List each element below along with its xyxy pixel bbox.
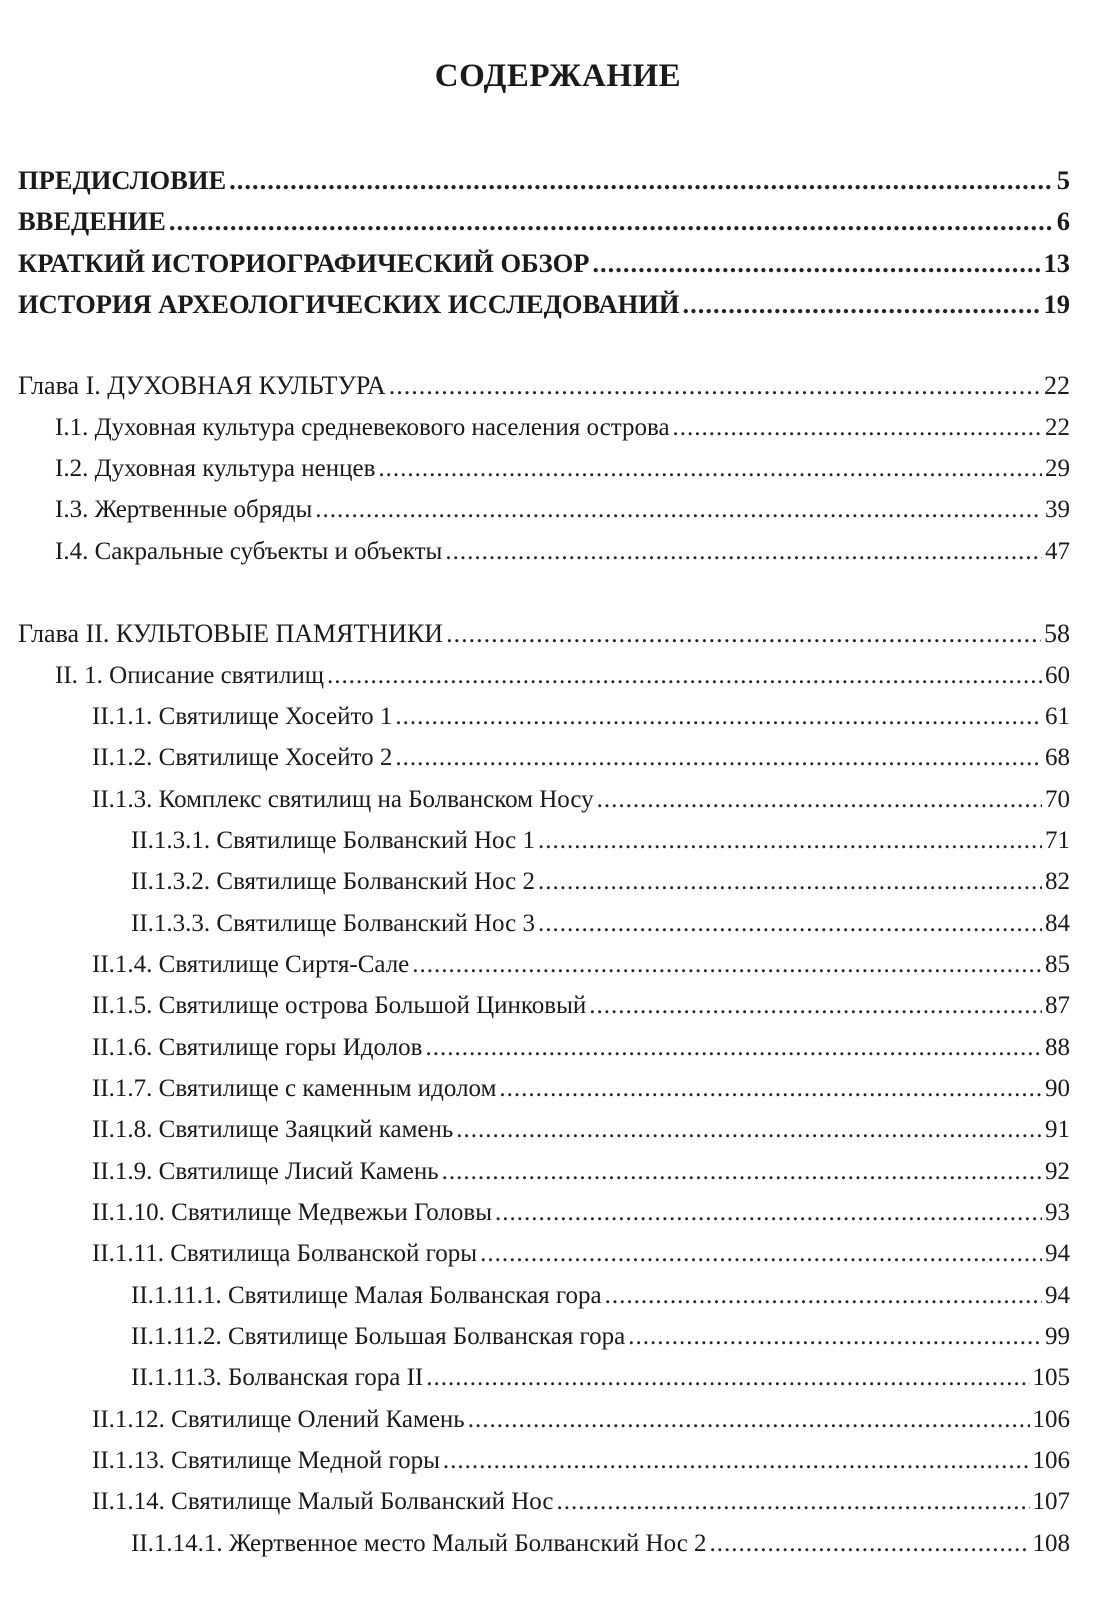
dot-leader [229, 160, 1054, 200]
toc-entry-subsection[interactable] [92, 780, 1070, 820]
toc-entry-title: II.1.12. Святилище Олений Камень [92, 1406, 465, 1433]
toc-entry-subsection[interactable] [92, 1069, 1070, 1109]
toc-entry-subsubsection[interactable] [131, 1524, 1070, 1564]
toc-entry-title: II.1.11.3. Болванская гора II [131, 1364, 424, 1391]
toc-entry-title: II.1.3. Комплекс святилищ на Болванском Носу [92, 786, 594, 813]
dot-leader [480, 1234, 1042, 1274]
toc-entry-title: I.4. Сакральные субъекты и объекты [55, 538, 443, 565]
toc-entry-title: II.1.1. Святилище Хосейто 1 [92, 703, 393, 730]
dot-leader [412, 945, 1042, 985]
toc-entry-subsection[interactable] [92, 1441, 1070, 1481]
toc-entry-subsection[interactable] [92, 738, 1070, 778]
dot-leader [597, 780, 1042, 820]
toc-entry-title: ВВЕДЕНИЕ [18, 206, 166, 236]
dot-leader [605, 1276, 1042, 1316]
toc-entry-title: ПРЕДИСЛОВИЕ [18, 165, 227, 195]
toc-page-number: 105 [1032, 1364, 1070, 1391]
dot-leader [468, 1400, 1030, 1440]
toc-page-number: 94 [1045, 1282, 1070, 1309]
toc-entry-title: II.1.3.3. Святилище Болванский Нос 3 [131, 910, 536, 937]
toc-entry-subsubsection[interactable] [131, 862, 1070, 902]
toc-entry-subsection[interactable] [92, 1152, 1070, 1192]
toc-entry-title: Глава I. ДУХОВНАЯ КУЛЬТУРА [18, 371, 386, 400]
toc-entry-subsection[interactable] [92, 1028, 1070, 1068]
toc-page-number: 94 [1045, 1240, 1070, 1267]
toc-page-number: 70 [1045, 786, 1070, 813]
toc-page-number: 29 [1045, 455, 1070, 482]
dot-leader [538, 862, 1042, 902]
toc-entry-title: II.1.13. Святилище Медной горы [92, 1447, 440, 1474]
toc-entry-subsection[interactable] [92, 1110, 1070, 1150]
toc-page-number: 58 [1044, 619, 1070, 648]
toc-entry-subsection[interactable] [92, 1234, 1070, 1274]
dot-leader [425, 1028, 1042, 1068]
dot-leader [592, 243, 1040, 283]
toc-entry-chapter-2[interactable] [18, 614, 1070, 654]
toc-entry-title: I.3. Жертвенные обряды [55, 496, 313, 523]
dot-leader [499, 1069, 1042, 1109]
toc-entry-introduction[interactable] [18, 201, 1070, 241]
dot-leader [446, 614, 1041, 654]
toc-page-number: 99 [1045, 1323, 1070, 1350]
toc-entry-title: II.1.3.2. Святилище Болванский Нос 2 [131, 868, 536, 895]
toc-page-number: 107 [1032, 1488, 1070, 1515]
toc-entry-title: II.1.11. Святилища Болванской горы [92, 1240, 478, 1267]
toc-page-number: 5 [1056, 165, 1070, 195]
toc-page-number: 84 [1045, 910, 1070, 937]
toc-entry-title: II.1.11.1. Святилище Малая Болванская гора [131, 1282, 602, 1309]
toc-entry-title: I.1. Духовная культура средневекового населения острова [55, 414, 670, 441]
toc-page-number: 6 [1056, 206, 1070, 236]
dot-leader [673, 408, 1042, 448]
dot-leader [682, 284, 1040, 324]
toc-entry-title: II.1.11.2. Святилище Большая Болванская гора [131, 1323, 626, 1350]
dot-leader [456, 1110, 1042, 1150]
dot-leader [395, 697, 1042, 737]
toc-entry-subsection[interactable] [92, 697, 1070, 737]
toc-page-number: 106 [1032, 1447, 1070, 1474]
dot-leader [426, 1358, 1029, 1398]
toc-page-number: 90 [1045, 1075, 1070, 1102]
toc-page-number: 60 [1045, 662, 1070, 689]
dot-leader [378, 449, 1042, 489]
toc-entry-title: I.2. Духовная культура ненцев [55, 455, 376, 482]
dot-leader [495, 1193, 1042, 1233]
toc-entry-title: ИСТОРИЯ АРХЕОЛОГИЧЕСКИХ ИССЛЕДОВАНИЙ [18, 289, 680, 319]
dot-leader [445, 532, 1042, 572]
toc-entry-title: II.1.3.1. Святилище Болванский Нос 1 [131, 827, 536, 854]
toc-entry-chapter-1[interactable] [18, 366, 1070, 406]
toc-page-number: 106 [1032, 1406, 1070, 1433]
toc-page-number: 92 [1045, 1158, 1070, 1185]
dot-leader [710, 1524, 1030, 1564]
toc-entry-title: КРАТКИЙ ИСТОРИОГРАФИЧЕСКИЙ ОБЗОР [18, 248, 590, 278]
dot-leader [169, 201, 1054, 241]
toc-entry-preface[interactable] [18, 160, 1070, 200]
toc-entry-title: II.1.2. Святилище Хосейто 2 [92, 744, 393, 771]
toc-page-number: 19 [1043, 289, 1070, 319]
toc-entry-section[interactable] [55, 408, 1070, 448]
toc-entry-section[interactable] [55, 449, 1070, 489]
toc-page-number: 22 [1044, 371, 1070, 400]
toc-entry-section[interactable] [55, 532, 1070, 572]
toc-entry-section[interactable] [55, 656, 1070, 696]
toc-page-number: 82 [1045, 868, 1070, 895]
toc-entry-historiography[interactable] [18, 243, 1070, 283]
toc-entry-title: II. 1. Описание святилищ [55, 662, 325, 689]
toc-page-number: 61 [1045, 703, 1070, 730]
dot-leader [442, 1152, 1042, 1192]
toc-entry-title: II.1.10. Святилище Медвежьи Головы [92, 1199, 492, 1226]
toc-entry-subsection[interactable] [92, 1482, 1070, 1522]
toc-page-number: 108 [1032, 1530, 1070, 1557]
dot-leader [556, 1482, 1029, 1522]
toc-page-number: 22 [1045, 414, 1070, 441]
dot-leader [538, 821, 1042, 861]
toc-entry-title: II.1.9. Святилище Лисий Камень [92, 1158, 439, 1185]
toc-page-number: 71 [1045, 827, 1070, 854]
toc-entry-title: II.1.14.1. Жертвенное место Малый Болванский Нос 2 [131, 1530, 707, 1557]
dot-leader [327, 656, 1042, 696]
toc-entry-subsection[interactable] [92, 986, 1070, 1026]
toc-page-number: 85 [1045, 951, 1070, 978]
toc-entry-title: II.1.8. Святилище Заяцкий камень [92, 1116, 454, 1143]
page-title: СОДЕРЖАНИЕ [434, 58, 682, 94]
toc-entry-title: II.1.7. Святилище с каменным идолом [92, 1075, 497, 1102]
toc-entry-title: II.1.6. Святилище горы Идолов [92, 1034, 423, 1061]
toc-entry-subsubsection[interactable] [131, 1317, 1070, 1357]
toc-page-number: 88 [1045, 1034, 1070, 1061]
dot-leader [389, 366, 1041, 406]
dot-leader [628, 1317, 1042, 1357]
dot-leader [538, 904, 1042, 944]
toc-page-number: 93 [1045, 1199, 1070, 1226]
toc-entry-section[interactable] [55, 490, 1070, 530]
toc-entry-subsection[interactable] [92, 1400, 1070, 1440]
toc-page-number: 13 [1043, 248, 1070, 278]
toc-entry-title: II.1.5. Святилище острова Большой Цинковый [92, 992, 587, 1019]
toc-page-number: 47 [1045, 538, 1070, 565]
toc-entry-subsubsection[interactable] [131, 821, 1070, 861]
toc-page-number: 87 [1045, 992, 1070, 1019]
toc-entry-subsubsection[interactable] [131, 1276, 1070, 1316]
toc-entry-title: II.1.4. Святилище Сиртя-Сале [92, 951, 410, 978]
toc-entry-subsection[interactable] [92, 945, 1070, 985]
toc-entry-archaeology-history[interactable] [18, 284, 1070, 324]
toc-page-number: 39 [1045, 496, 1070, 523]
toc-entry-subsubsection[interactable] [131, 1358, 1070, 1398]
dot-leader [315, 490, 1042, 530]
dot-leader [589, 986, 1042, 1026]
toc-page-number: 68 [1045, 744, 1070, 771]
toc-entry-title: II.1.14. Святилище Малый Болванский Нос [92, 1488, 554, 1515]
toc-page-number: 91 [1045, 1116, 1070, 1143]
dot-leader [443, 1441, 1030, 1481]
toc-entry-subsubsection[interactable] [131, 904, 1070, 944]
toc-entry-title: Глава II. КУЛЬТОВЫЕ ПАМЯТНИКИ [18, 619, 444, 648]
toc-entry-subsection[interactable] [92, 1193, 1070, 1233]
dot-leader [395, 738, 1042, 778]
